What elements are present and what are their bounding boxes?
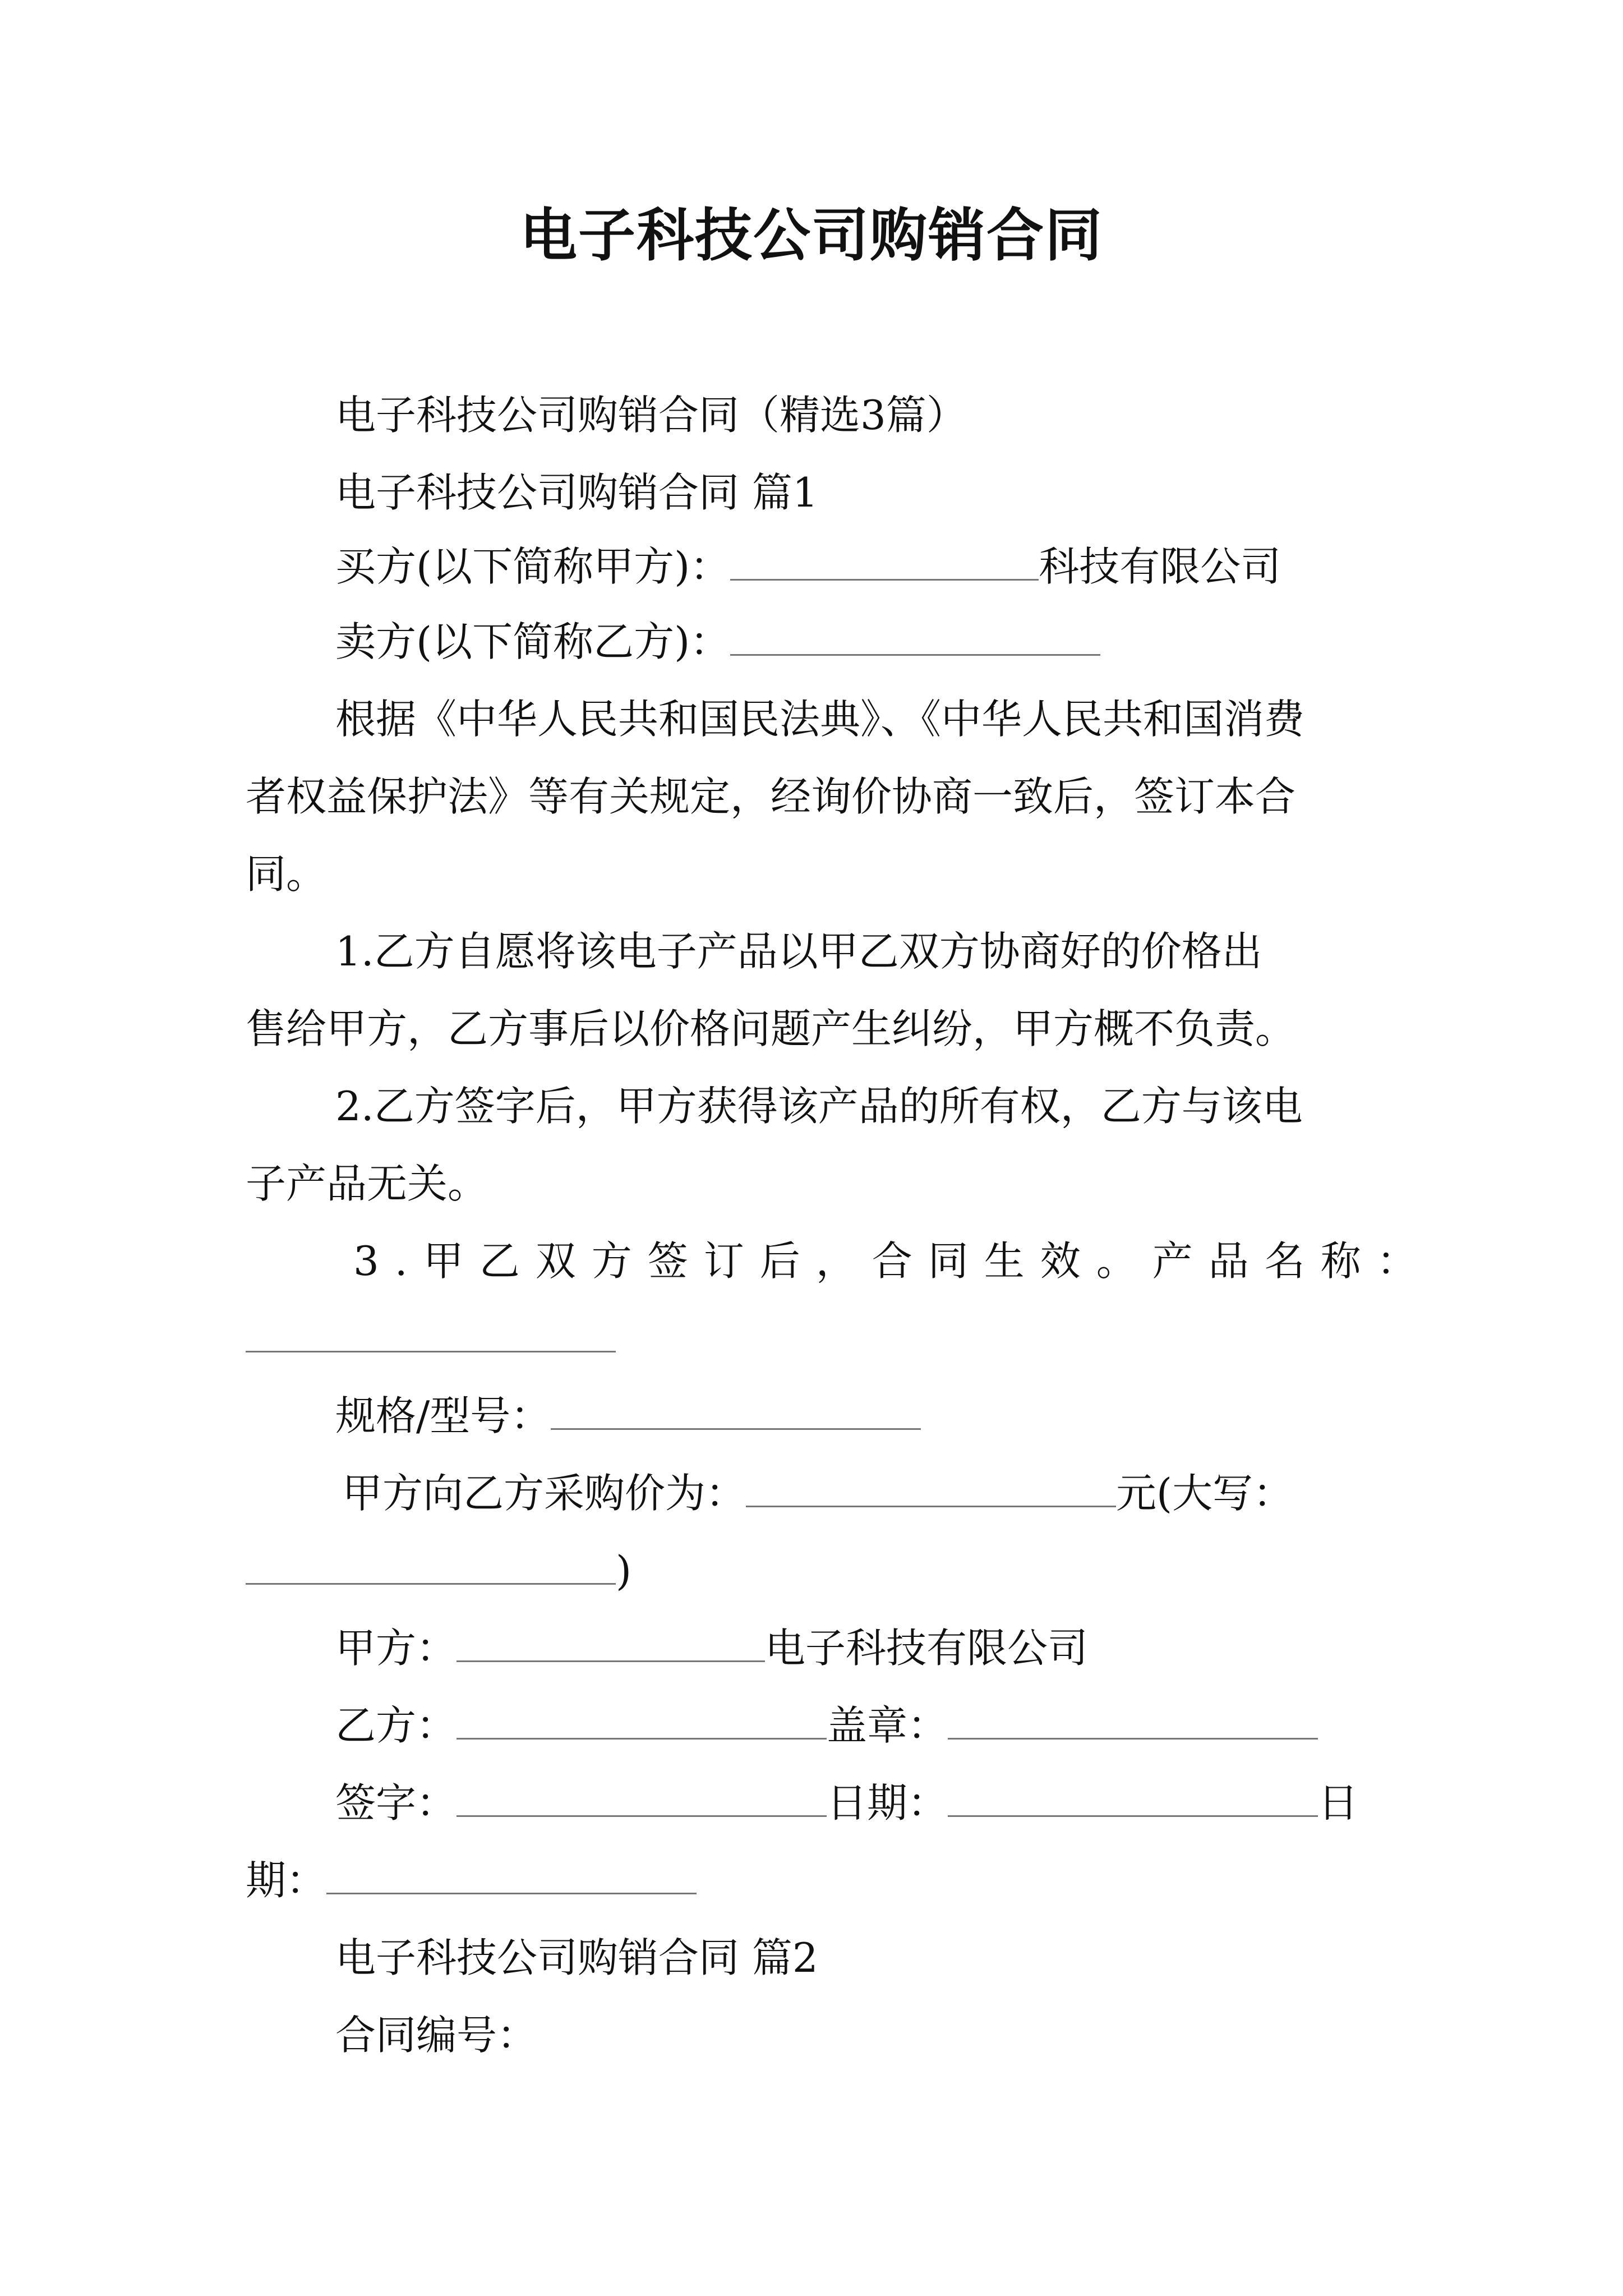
- party-a-blank: [457, 1622, 765, 1662]
- clause2-line-2: 子产品无关。: [246, 1160, 488, 1207]
- buyer-line: [335, 539, 1281, 595]
- party-a-line: [335, 1620, 1088, 1676]
- date-wrap-start: 日: [1318, 1779, 1359, 1826]
- subtitle: 电子科技公司购销合同（精选3篇）: [335, 392, 967, 439]
- clause1-line-2: 售给甲方，乙方事后以价格问题产生纠纷，甲方概不负责。: [246, 1005, 1296, 1052]
- sign-blank: [457, 1777, 827, 1817]
- price-blank: [746, 1467, 1116, 1507]
- price-capital-blank: [246, 1545, 616, 1585]
- date-blank: [948, 1777, 1318, 1817]
- product-name-blank: [246, 1313, 616, 1352]
- party-b-blank: [457, 1700, 827, 1740]
- intro-line-1: 根据《中华人民共和国民法典》、《中华人民共和国消费: [335, 696, 1305, 743]
- contract-number-label: 合同编号：: [335, 2012, 538, 2059]
- party-b-line: [335, 1697, 1318, 1754]
- clause2-line-1: 2.乙方签字后，甲方获得该产品的所有权，乙方与该电: [335, 1083, 1303, 1130]
- price-close: ): [616, 1547, 632, 1594]
- date-label: 日期：: [827, 1779, 948, 1826]
- party-a-label: 甲方：: [335, 1625, 457, 1672]
- price-capital-line: [246, 1543, 631, 1599]
- seal-blank: [948, 1700, 1318, 1740]
- product-name-line: [246, 1310, 616, 1366]
- date-wrap-line: [246, 1852, 697, 1908]
- price-unit: 元(大写：: [1116, 1470, 1294, 1517]
- intro-line-2: 者权益保护法》等有关规定，经询价协商一致后，签订本合: [246, 773, 1296, 820]
- spec-line: [335, 1388, 921, 1444]
- buyer-label: 买方(以下简称甲方)：: [335, 543, 731, 590]
- clause1-line-1: 1.乙方自愿将该电子产品以甲乙双方协商好的价格出: [335, 928, 1262, 975]
- buyer-suffix: 科技有限公司: [1039, 543, 1281, 590]
- part1-heading: 电子科技公司购销合同 篇1: [335, 469, 818, 516]
- sign-line: [335, 1775, 1358, 1831]
- seller-label: 卖方(以下简称乙方)：: [335, 618, 731, 665]
- date-wrap-blank: [326, 1855, 697, 1894]
- price-label: 甲方向乙方采购价为：: [342, 1470, 746, 1517]
- buyer-blank: [730, 541, 1039, 581]
- sign-label: 签字：: [335, 1779, 457, 1826]
- party-b-label: 乙方：: [335, 1702, 457, 1749]
- party-a-suffix: 电子科技有限公司: [765, 1625, 1089, 1672]
- part2-heading: 电子科技公司购销合同 篇2: [335, 1934, 818, 1981]
- document-title: 电子科技公司购销合同: [520, 202, 1103, 269]
- seller-blank: [730, 616, 1100, 656]
- clause3-line-1: 3.甲乙双方签订后，合同生效。产品名称：: [353, 1237, 1433, 1285]
- spec-blank: [551, 1390, 921, 1430]
- spec-label: 规格/型号：: [335, 1392, 551, 1439]
- price-line: [342, 1465, 1293, 1521]
- date-wrap-end: 期：: [246, 1857, 327, 1904]
- seller-line: [335, 614, 1100, 670]
- intro-line-3: 同。: [246, 850, 327, 898]
- seal-label: 盖章：: [827, 1702, 948, 1749]
